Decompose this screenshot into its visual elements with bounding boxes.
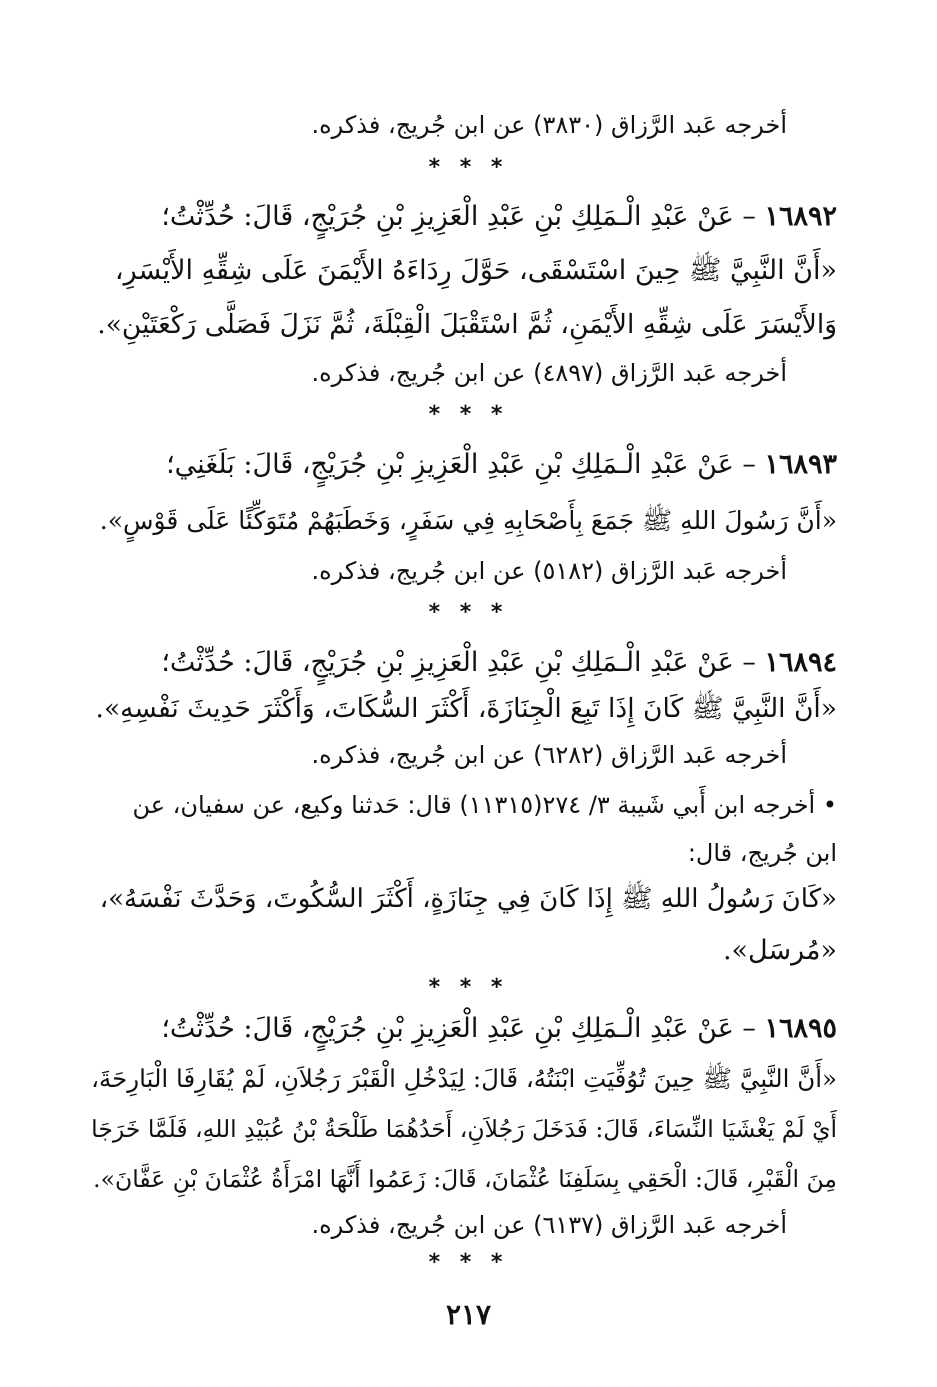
hadith-text-line: «أَنَّ النَّبِيَّ ﷺ كَانَ إِذَا تَبِعَ الْجِنَازَةَ، أَكْثَرَ السُّكَاتَ، وَأَكْثَرَ حَدِيثَ نَفْسِهِ». (95, 693, 837, 724)
hadith-heading-16894 (161, 646, 837, 680)
separator-5: * * * (428, 1250, 509, 1275)
page-number: ٢١٧ (445, 1298, 492, 1331)
hadith-text-line: «أَنَّ رَسُولَ اللهِ ﷺ جَمَعَ بِأَصْحَابِهِ فِي سَفَرٍ، وَخَطَبَهُمْ مُتَوَكِّئًا عَلَى قَوْسٍ». (99, 506, 837, 535)
separator-2: * * * (428, 402, 509, 427)
grading-label: «مُرسَل». (722, 935, 837, 966)
hadith-number: ١٦٨٩٥ (764, 1013, 837, 1044)
hadith-number: ١٦٨٩٤ (764, 647, 837, 678)
hadith-heading-16892 (161, 200, 837, 234)
hadith-text-line: أَيْ لَمْ يَغْشَيَا النِّسَاءَ، قَالَ: فَدَخَلَ رَجُلاَنِ، أَحَدُهُمَا طَلْحَةُ بْنُ عُبَيْدِ اللهِ، فَلَمَّا خَرَجَا (91, 1115, 837, 1143)
separator-3: * * * (428, 600, 509, 625)
hadith-heading-16895 (161, 1012, 837, 1046)
hadith-heading-16893 (166, 448, 837, 482)
separator-4: * * * (428, 975, 509, 1000)
hadith-text-line: «أَنَّ النَّبِيَّ ﷺ حِينَ اسْتَسْقَى، حَوَّلَ رِدَاءَهُ الأَيْمَنَ عَلَى شِقِّهِ الأَيْسَرِ، (114, 255, 837, 286)
hadith-text-line: «كَانَ رَسُولُ اللهِ ﷺ إِذَا كَانَ فِي جِنَازَةٍ، أَكْثَرَ السُّكُوتَ، وَحَدَّثَ نَفْسَهُ»، (99, 884, 837, 914)
source-note-4: أخرجه عَبد الرَّزاق (٦٢٨٢) عن ابن جُريج، فذكره. (311, 741, 787, 769)
hadith-heading-text: – عَنْ عَبْدِ الْـمَلِكِ بْنِ عَبْدِ الْعَزِيزِ بْنِ جُرَيْجٍ، قَالَ: حُدِّثْتُ؛ (161, 1013, 756, 1044)
separator-1: * * * (428, 155, 509, 180)
bullet-source-note: • أخرجه ابن أَبي شَيبة ٣/ ٢٧٤(١١٣١٥) قال: حَدثنا وكيع، عن سفيان، عن (132, 788, 837, 822)
source-note-5: أخرجه عَبد الرَّزاق (٦١٣٧) عن ابن جُريج، فذكره. (311, 1211, 787, 1239)
source-note-2: أخرجه عَبد الرَّزاق (٤٨٩٧) عن ابن جُريج، فذكره. (311, 359, 787, 387)
hadith-text-line: وَالأَيْسَرَ عَلَى شِقِّهِ الأَيْمَنِ، ثُمَّ اسْتَقْبَلَ الْقِبْلَةَ، ثُمَّ نَزَلَ فَصَلَّى رَكْعَتَيْنِ». (97, 309, 837, 340)
source-note-1: أخرجه عَبد الرَّزاق (٣٨٣٠) عن ابن جُريج، فذكره. (311, 111, 787, 139)
hadith-number: ١٦٨٩٢ (764, 201, 837, 232)
hadith-heading-text: – عَنْ عَبْدِ الْـمَلِكِ بْنِ عَبْدِ الْعَزِيزِ بْنِ جُرَيْجٍ، قَالَ: حُدِّثْتُ؛ (161, 201, 756, 232)
source-note-continued: ابن جُريج، قال: (687, 839, 837, 867)
hadith-text-line: مِنَ الْقَبْرِ، قَالَ: الْحَقِي بِسَلَفِنَا عُثْمَانَ، قَالَ: زَعَمُوا أَنَّهَا امْرَأَةُ عُثْمَانَ بْنِ عَفَّانَ». (93, 1165, 837, 1193)
hadith-text-line: «أَنَّ النَّبِيَّ ﷺ حِينَ تُوُفِّيَتِ ابْنَتُهُ، قَالَ: لِيَدْخُلِ الْقَبْرَ رَجُلاَنِ، لَمْ يُقَارِفَا الْبَارِحَةَ، (91, 1064, 837, 1093)
hadith-heading-text: – عَنْ عَبْدِ الْـمَلِكِ بْنِ عَبْدِ الْعَزِيزِ بْنِ جُرَيْجٍ، قَالَ: حُدِّثْتُ؛ (161, 647, 756, 678)
hadith-heading-text: – عَنْ عَبْدِ الْـمَلِكِ بْنِ عَبْدِ الْعَزِيزِ بْنِ جُرَيْجٍ، قَالَ: بَلَغَنِي؛ (166, 449, 756, 480)
hadith-number: ١٦٨٩٣ (764, 449, 837, 480)
source-note-3: أخرجه عَبد الرَّزاق (٥١٨٢) عن ابن جُريج، فذكره. (311, 557, 787, 585)
